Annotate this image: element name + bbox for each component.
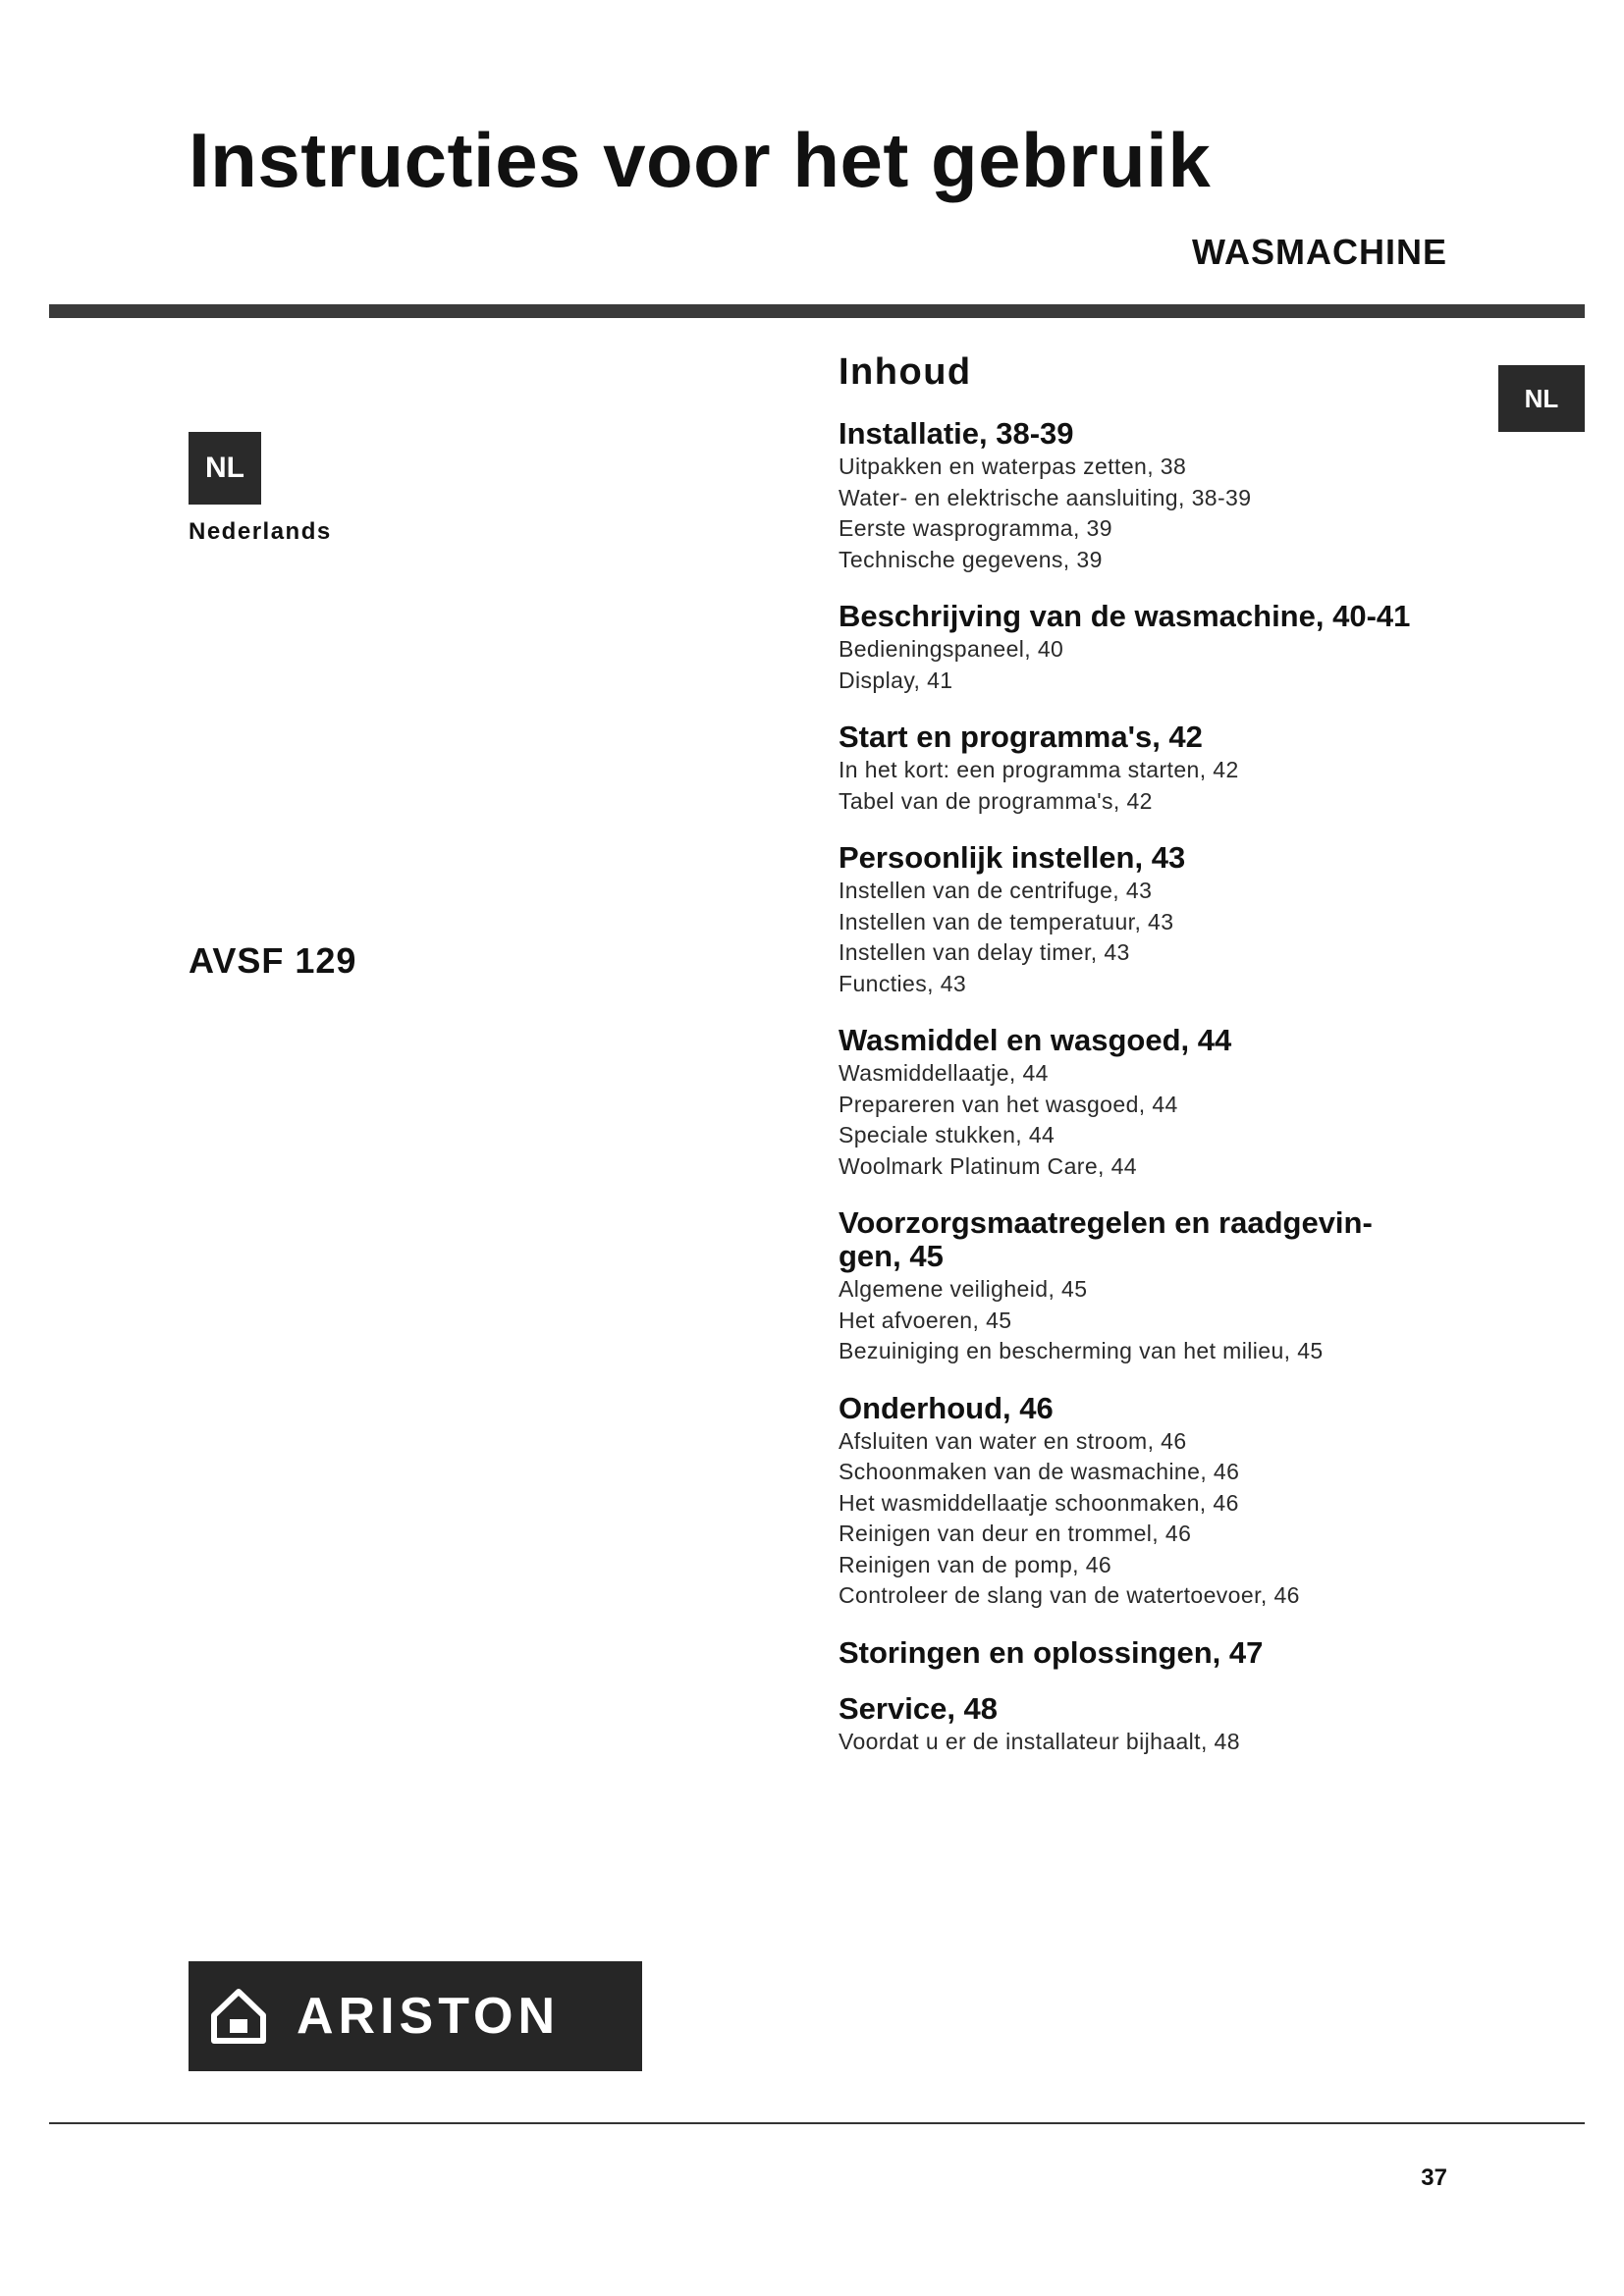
toc-section-title: Service, 48 [839, 1690, 999, 1726]
toc-section-start [839, 721, 1467, 817]
language-tab: NL [1498, 365, 1585, 432]
toc-section-title: Onderhoud, 46 [839, 1390, 1054, 1425]
toc-item: Instellen van de temperatuur, 43 [839, 908, 1174, 934]
toc-item: Woolmark Platinum Care, 44 [839, 1152, 1137, 1179]
toc-item: Functies, 43 [839, 970, 967, 996]
toc-item: Bedieningspaneel, 40 [839, 636, 1064, 662]
toc-item: Wasmiddellaatje, 44 [839, 1060, 1049, 1086]
toc-item: Het wasmiddellaatje schoonmaken, 46 [839, 1489, 1239, 1516]
brand-name: ARISTON [297, 1988, 561, 2045]
toc-section-wasmiddel [839, 1025, 1467, 1182]
toc-section-persoonlijk [839, 842, 1467, 999]
toc-item: Prepareren van het wasgoed, 44 [839, 1091, 1178, 1117]
toc-item: Afsluiten van water en stroom, 46 [839, 1427, 1187, 1454]
toc-item: Instellen van de centrifuge, 43 [839, 878, 1153, 903]
toc-section-onderhoud [839, 1390, 1467, 1612]
toc-item: Schoonmaken van de wasmachine, 46 [839, 1459, 1240, 1484]
toc-item: Speciale stukken, 44 [839, 1122, 1056, 1148]
page-title: Instructies voor het gebruik [189, 117, 1212, 203]
toc-item: In het kort: een programma starten, 42 [839, 757, 1239, 782]
model-number: AVSF 129 [189, 940, 357, 981]
language-name: Nederlands [189, 518, 332, 545]
header-divider [49, 304, 1585, 318]
toc-item: Voordat u er de installateur bijhaalt, 48 [839, 1728, 1240, 1754]
toc-item: Technische gegevens, 39 [839, 546, 1103, 572]
toc-section-title-line2: gen, 45 [839, 1239, 944, 1273]
toc-section-title-line1: Voorzorgsmaatregelen en raadgevin- [839, 1205, 1373, 1240]
toc-item: Reinigen van deur en trommel, 46 [839, 1521, 1192, 1546]
page-subtitle: WASMACHINE [1192, 232, 1447, 272]
toc-item: Tabel van de programma's, 42 [839, 787, 1153, 814]
footer-divider [49, 2122, 1585, 2124]
toc-item: Display, 41 [839, 667, 953, 693]
toc-section-beschrijving [839, 601, 1467, 696]
toc-item: Controleer de slang van de watertoevoer, 46 [839, 1582, 1300, 1608]
toc-item: Eerste wasprogramma, 39 [839, 515, 1112, 541]
toc-section-voorzorg [839, 1207, 1467, 1367]
toc-section-storingen [839, 1634, 1467, 1670]
toc-section-title: Wasmiddel en wasgoed, 44 [839, 1023, 1232, 1057]
language-badge: NL [189, 432, 261, 505]
toc-section-title: Start en programma's, 42 [839, 720, 1203, 754]
toc-item: Algemene veiligheid, 45 [839, 1276, 1088, 1302]
toc-heading: Inhoud [839, 351, 972, 393]
toc-section-installatie [839, 418, 1467, 575]
toc-section-service [839, 1690, 1467, 1758]
toc-section-title: Storingen en oplossingen, 47 [839, 1634, 1264, 1670]
toc-section-title: Beschrijving van de wasmachine, 40-41 [839, 599, 1411, 633]
toc-section-title: Persoonlijk instellen, 43 [839, 840, 1186, 875]
toc-item: Bezuiniging en bescherming van het milieu, 45 [839, 1338, 1324, 1363]
toc-item: Instellen van delay timer, 43 [839, 939, 1130, 965]
toc-item: Het afvoeren, 45 [839, 1307, 1012, 1333]
toc-section-title: Installatie, 38-39 [839, 416, 1074, 451]
house-icon [208, 1986, 269, 2047]
table-of-contents [839, 349, 1467, 1783]
ariston-logo [189, 1961, 642, 2071]
toc-item: Reinigen van de pomp, 46 [839, 1551, 1112, 1577]
page-number: 37 [1421, 2164, 1447, 2191]
toc-item: Water- en elektrische aansluiting, 38-39 [839, 484, 1252, 510]
toc-item: Uitpakken en waterpas zetten, 38 [839, 454, 1187, 479]
